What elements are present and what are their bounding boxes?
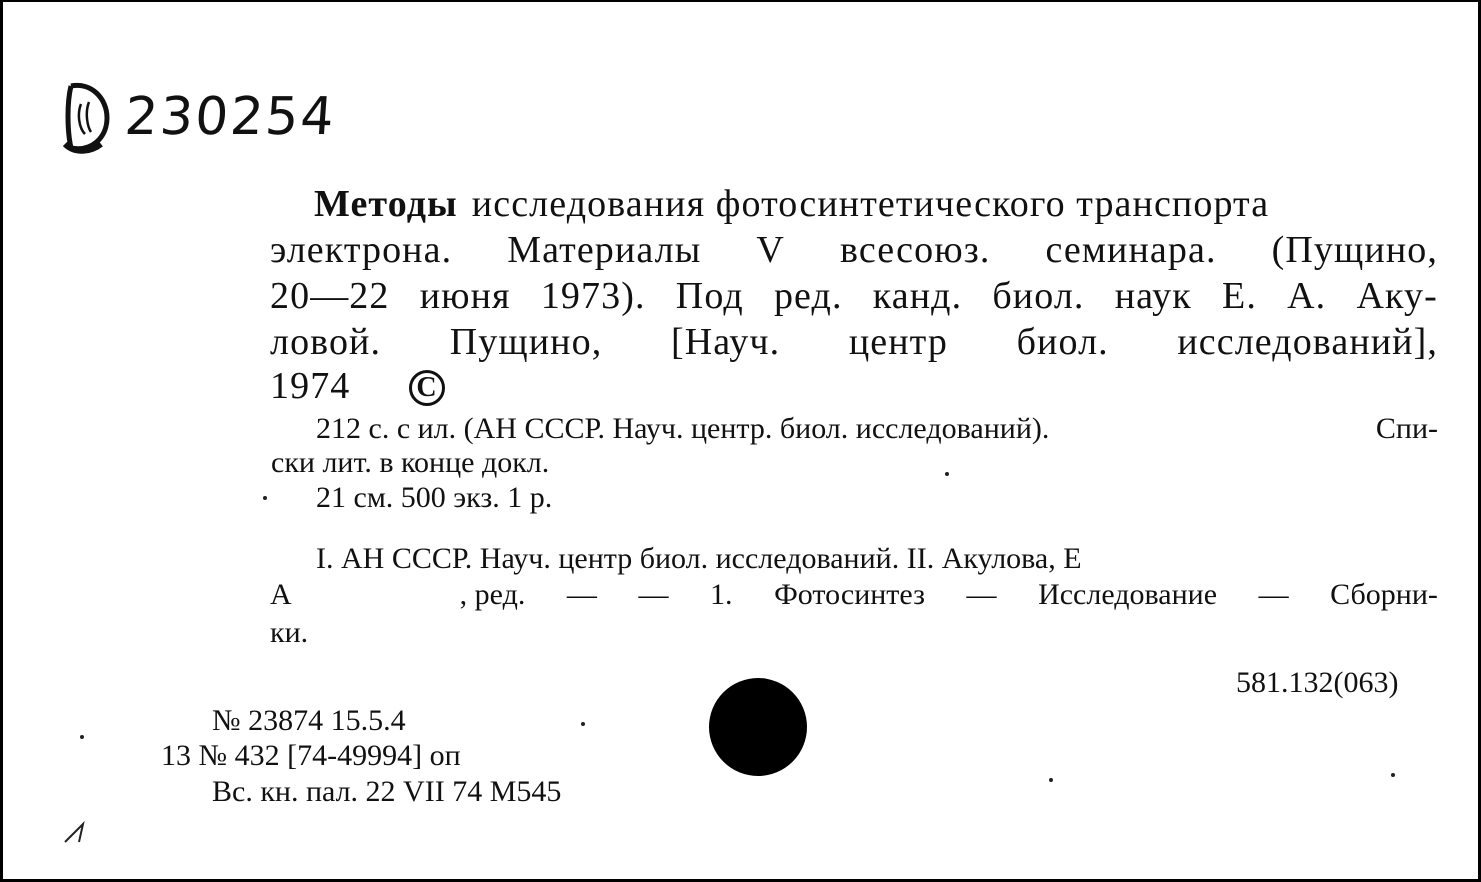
tracing-line-2 xyxy=(270,578,1438,612)
description-word: ловой. xyxy=(270,321,382,363)
description-word: биол. xyxy=(992,275,1085,317)
description-word: (Пущино, xyxy=(1271,229,1438,271)
description-line-3 xyxy=(270,274,1438,318)
handwritten-letter-d-icon xyxy=(61,80,111,154)
description-line-2 xyxy=(270,228,1438,272)
description-word: Материалы xyxy=(507,229,702,271)
description-word: всесоюз. xyxy=(840,229,991,271)
tracing-subjects xyxy=(460,578,1438,612)
description-word: электрона. xyxy=(270,229,453,271)
description-line-5 xyxy=(270,364,445,408)
tracing-word: — xyxy=(638,578,669,611)
speck-mark xyxy=(263,496,267,500)
title-bold: Методы xyxy=(314,183,458,225)
bottom-line-2: 13 № 432 [74-49994] оп xyxy=(161,739,461,772)
tracing-initial: А xyxy=(270,578,292,611)
tracing-word: Фотосинтез xyxy=(774,578,925,611)
handwritten-number-block xyxy=(61,80,336,154)
description-word: наук xyxy=(1114,275,1192,317)
bottom-line-1: № 23874 15.5.4 xyxy=(212,704,406,737)
collation-end: Спи- xyxy=(1375,412,1438,445)
description-word: семинара. xyxy=(1045,229,1217,271)
tracing-word: — xyxy=(966,578,997,611)
description-word: канд. xyxy=(872,275,963,317)
description-word: Е. xyxy=(1222,275,1257,317)
speck-mark xyxy=(581,722,585,726)
tracing-line-1: I. АН СССР. Науч. центр биол. исследований. II. Акулова, Е xyxy=(316,542,1082,575)
collation-text: 212 с. с ил. (АН СССР. Науч. центр. биол. исследований). xyxy=(316,412,1050,445)
description-word: Пущино, xyxy=(449,321,603,363)
description-word: 1973). xyxy=(540,275,646,317)
description-word: V xyxy=(756,229,785,271)
handwritten-number: 230254 xyxy=(122,87,338,147)
bottom-line-3: Вс. кн. пал. 22 VII 74 М545 xyxy=(212,775,562,808)
punch-hole xyxy=(709,678,807,776)
description-word: 20—22 xyxy=(270,275,390,317)
description-line-4 xyxy=(270,320,1438,364)
speck-mark xyxy=(1049,778,1053,782)
speck-mark xyxy=(945,472,949,476)
description-word: [Науч. xyxy=(670,321,781,363)
year: 1974 xyxy=(270,365,351,407)
tracing-word: — xyxy=(1258,578,1289,611)
tracing-word: — xyxy=(566,578,597,611)
size-price-line: 21 см. 500 экз. 1 р. xyxy=(316,481,553,514)
speck-mark xyxy=(1391,773,1395,777)
pencil-mark-icon xyxy=(63,820,87,846)
description-word: Под xyxy=(675,275,744,317)
description-word: ред. xyxy=(773,275,843,317)
description-word: биол. xyxy=(1016,321,1109,363)
title-rest: исследования фотосинтетического транспорта xyxy=(471,183,1270,225)
tracing-word: , ред. xyxy=(459,578,526,611)
tracing-line-3: ки. xyxy=(270,616,309,649)
tracing-word: Исследование xyxy=(1038,578,1218,611)
description-word: исследований], xyxy=(1177,321,1438,363)
tracing-word: Сборни- xyxy=(1330,578,1438,611)
collation-line xyxy=(316,412,1438,446)
description-word: июня xyxy=(419,275,511,317)
copyright-icon: C xyxy=(409,370,445,406)
description-word: А. xyxy=(1287,275,1327,317)
speck-mark xyxy=(80,735,84,739)
udc-number: 581.132(063) xyxy=(1236,666,1399,699)
description-word: центр xyxy=(848,321,948,363)
tracing-word: 1. xyxy=(710,578,733,611)
title-line xyxy=(314,182,1438,226)
notes-line: ски лит. в конце докл. xyxy=(271,446,550,479)
description-word: Аку- xyxy=(1356,275,1438,317)
